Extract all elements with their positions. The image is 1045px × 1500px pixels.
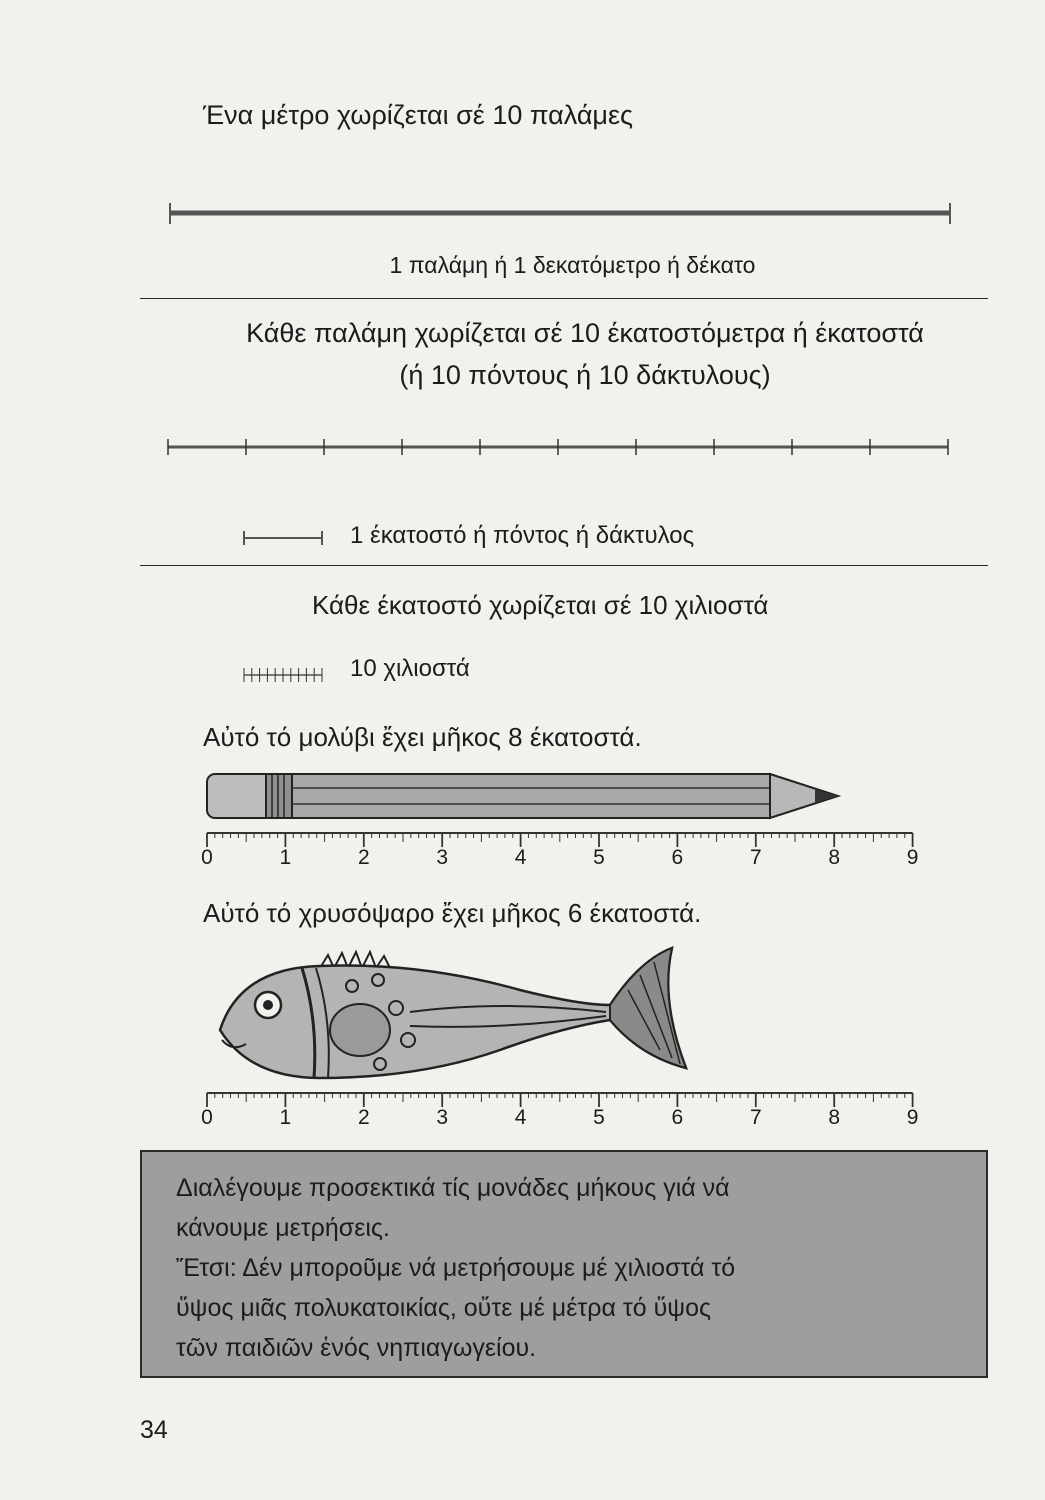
centimeter-division: Κάθε έκατοστό χωρίζεται σέ 10 χιλιοστά [312,590,769,620]
goldfish-drawing [220,948,686,1078]
meter-title: Ένα μέτρο χωρίζεται σέ 10 παλάμες [203,100,634,130]
ruler-tick-label: 0 [201,846,213,869]
millimeter-label: 10 χιλιοστά [350,655,470,682]
ruler-tick-label: 2 [357,1106,370,1129]
note-line: Διαλέγουμε προσεκτικά τίς μονάδες μήκους γιά νά [176,1174,730,1202]
ruler-tick-label: 6 [671,846,684,869]
note-line: τῶν παιδιῶν ἑνός νηπιαγωγείου. [176,1334,537,1362]
ruler-tick-label: 3 [436,846,449,869]
meter-bar [170,203,950,224]
ruler-tick-label: 1 [279,846,292,869]
millimeter-sample [244,668,322,682]
fish-caption: Αὐτό τό χρυσόψαρο ἔχει μῆκος 6 έκατοστά. [203,898,702,928]
pencil-caption: Αὐτό τό μολύβι ἔχει μῆκος 8 έκατοστά. [203,722,642,752]
note-line: κάνουμε μετρήσεις. [176,1214,390,1242]
palami-division-alt: (ή 10 πόντους ή 10 δάκτυλους) [399,360,771,390]
divider-2 [140,565,988,566]
divider-1 [140,298,988,299]
ruler-tick-label: 4 [514,1106,527,1129]
ruler-tick-label: 6 [671,1106,684,1129]
ruler-tick-label: 7 [749,846,762,869]
fish-ruler [207,1093,913,1107]
ruler-tick-label: 9 [906,1106,919,1129]
ruler-tick-label: 8 [828,846,841,869]
ruler-tick-label: 1 [279,1106,292,1129]
ruler-tick-label: 5 [593,1106,605,1129]
ruler-tick-label: 5 [593,846,605,869]
ruler-tick-label: 9 [906,846,919,869]
ruler-tick-label: 8 [828,1106,841,1129]
centimeter-label: 1 έκατοστό ή πόντος ή δάκτυλος [350,522,695,549]
ruler-tick-label: 4 [514,846,527,869]
pencil-ruler [207,833,913,847]
palami-label: 1 παλάμη ή 1 δεκατόμετρο ή δέκατο [389,252,756,278]
page-number: 34 [140,1416,168,1444]
note-line: ὕψος μιᾶς πολυκατοικίας, οὔτε μέ μέτρα τό ὕψος [176,1294,712,1322]
note-line: Ἔτσι: Δέν μποροῦμε νά μετρήσουμε μέ χιλιοστά τό [176,1254,736,1282]
ruler-tick-label: 7 [749,1106,762,1129]
ruler-tick-label: 3 [436,1106,449,1129]
pencil-drawing [207,774,838,818]
ruler-tick-label: 2 [357,846,370,869]
centimeter-sample [244,531,322,545]
palami-division: Κάθε παλάμη χωρίζεται σέ 10 έκατοστόμετρα ή έκατοστά [246,318,924,348]
decimeter-bar [168,439,948,455]
note-box [140,1150,988,1378]
ruler-tick-label: 0 [201,1106,213,1129]
